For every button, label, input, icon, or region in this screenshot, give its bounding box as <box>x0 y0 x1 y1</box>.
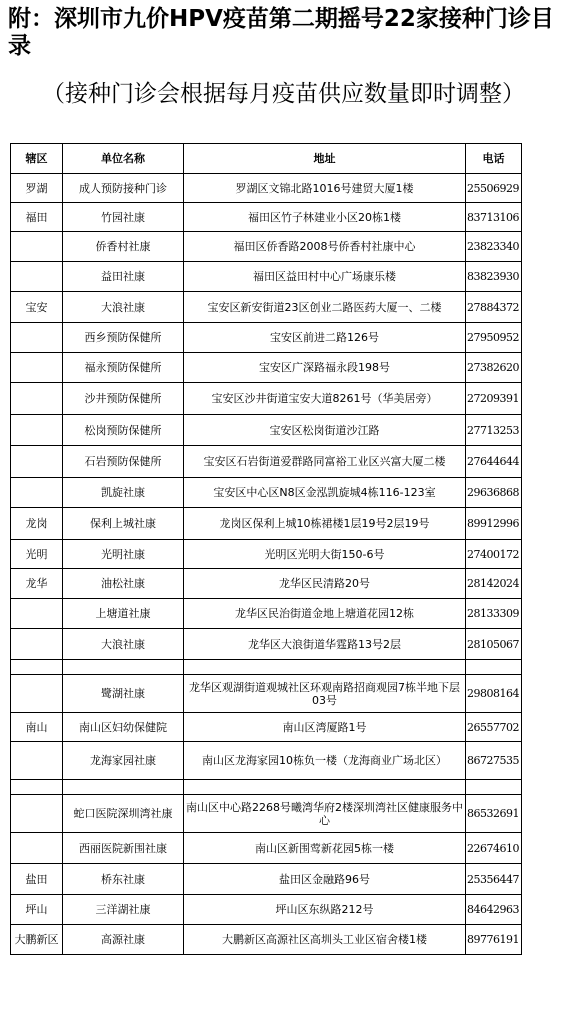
table-row <box>11 780 522 795</box>
phone-cell: 27209391 <box>466 383 522 415</box>
phone-cell: 86727535 <box>466 742 522 780</box>
address-cell: 龙岗区保利上城10栋裙楼1层19号2层19号 <box>184 508 466 540</box>
address-cell <box>184 780 466 795</box>
district-cell <box>11 833 63 864</box>
address-cell: 盐田区金融路96号 <box>184 864 466 895</box>
unit-name-cell: 竹园社康 <box>63 203 184 232</box>
district-cell: 宝安 <box>11 292 63 323</box>
address-cell: 龙华区民清路20号 <box>184 569 466 599</box>
table-header-row <box>11 144 522 174</box>
address-cell: 福田区益田村中心广场康乐楼 <box>184 262 466 292</box>
table-row <box>11 833 522 864</box>
table-row <box>11 569 522 599</box>
phone-cell: 23823340 <box>466 232 522 262</box>
unit-name-cell: 大浪社康 <box>63 629 184 660</box>
phone-cell: 26557702 <box>466 713 522 742</box>
phone-cell: 83823930 <box>466 262 522 292</box>
table-row <box>11 174 522 203</box>
unit-name-cell: 桥东社康 <box>63 864 184 895</box>
district-cell <box>11 629 63 660</box>
table-row <box>11 353 522 383</box>
unit-name-cell: 沙井预防保健所 <box>63 383 184 415</box>
address-cell: 宝安区中心区N8区金泓凯旋城4栋116-123室 <box>184 478 466 508</box>
phone-cell: 27382620 <box>466 353 522 383</box>
table-row <box>11 629 522 660</box>
phone-cell: 83713106 <box>466 203 522 232</box>
unit-name-cell: 南山区妇幼保健院 <box>63 713 184 742</box>
district-cell <box>11 446 63 478</box>
district-cell <box>11 262 63 292</box>
unit-name-cell: 西丽医院新围社康 <box>63 833 184 864</box>
address-cell: 龙华区民治街道金地上塘道花园12栋 <box>184 599 466 629</box>
phone-cell: 84642963 <box>466 895 522 925</box>
phone-cell: 27884372 <box>466 292 522 323</box>
unit-name-cell: 三洋湖社康 <box>63 895 184 925</box>
address-cell: 龙华区观湖街道观城社区环观南路招商观园7栋半地下层03号 <box>184 675 466 713</box>
phone-cell: 27950952 <box>466 323 522 353</box>
table-row <box>11 415 522 446</box>
address-cell: 宝安区广深路福永段198号 <box>184 353 466 383</box>
phone-cell: 27713253 <box>466 415 522 446</box>
unit-name-cell: 松岗预防保健所 <box>63 415 184 446</box>
address-cell: 光明区光明大街150-6号 <box>184 540 466 569</box>
phone-cell: 28105067 <box>466 629 522 660</box>
district-cell: 福田 <box>11 203 63 232</box>
phone-cell <box>466 780 522 795</box>
unit-name-cell: 成人预防接种门诊 <box>63 174 184 203</box>
table-row <box>11 895 522 925</box>
table-row <box>11 262 522 292</box>
table-row <box>11 795 522 833</box>
column-header-phone: 电话 <box>466 144 522 174</box>
column-header-district: 辖区 <box>11 144 63 174</box>
district-cell <box>11 383 63 415</box>
phone-cell: 28133309 <box>466 599 522 629</box>
unit-name-cell: 上塘道社康 <box>63 599 184 629</box>
district-cell <box>11 478 63 508</box>
district-cell <box>11 599 63 629</box>
table-row <box>11 713 522 742</box>
address-cell: 宝安区新安街道23区创业二路医药大厦一、二楼 <box>184 292 466 323</box>
district-cell <box>11 353 63 383</box>
adjustment-note-text: （接种门诊会根据每月疫苗供应数量即时调整） <box>42 81 525 107</box>
unit-name-cell <box>63 780 184 795</box>
table-row <box>11 660 522 675</box>
table-row <box>11 323 522 353</box>
unit-name-cell: 益田社康 <box>63 262 184 292</box>
district-cell: 南山 <box>11 713 63 742</box>
unit-name-cell: 龙海家园社康 <box>63 742 184 780</box>
table-row <box>11 599 522 629</box>
address-cell: 龙华区大浪街道华霆路13号2层 <box>184 629 466 660</box>
unit-name-cell: 油松社康 <box>63 569 184 599</box>
phone-cell: 27644644 <box>466 446 522 478</box>
phone-cell: 22674610 <box>466 833 522 864</box>
address-cell: 南山区湾厦路1号 <box>184 713 466 742</box>
phone-cell: 86532691 <box>466 795 522 833</box>
address-cell: 南山区龙海家园10栋负一楼（龙海商业广场北区） <box>184 742 466 780</box>
phone-cell: 25356447 <box>466 864 522 895</box>
district-cell: 光明 <box>11 540 63 569</box>
table-row <box>11 203 522 232</box>
district-cell: 大鹏新区 <box>11 925 63 955</box>
address-cell <box>184 660 466 675</box>
district-cell: 盐田 <box>11 864 63 895</box>
phone-cell: 89912996 <box>466 508 522 540</box>
address-cell: 宝安区沙井街道宝安大道8261号（华美居旁） <box>184 383 466 415</box>
district-cell: 龙华 <box>11 569 63 599</box>
district-cell <box>11 232 63 262</box>
district-cell: 罗湖 <box>11 174 63 203</box>
column-header-unit: 单位名称 <box>63 144 184 174</box>
phone-cell: 25506929 <box>466 174 522 203</box>
table-row <box>11 540 522 569</box>
table-row <box>11 232 522 262</box>
address-cell: 罗湖区文锦北路1016号建贸大厦1楼 <box>184 174 466 203</box>
table-row <box>11 478 522 508</box>
unit-name-cell <box>63 660 184 675</box>
table-row <box>11 446 522 478</box>
unit-name-cell: 凯旋社康 <box>63 478 184 508</box>
table-row <box>11 742 522 780</box>
unit-name-cell: 光明社康 <box>63 540 184 569</box>
address-cell: 宝安区石岩街道爱群路同富裕工业区兴富大厦二楼 <box>184 446 466 478</box>
district-cell <box>11 675 63 713</box>
phone-cell: 29808164 <box>466 675 522 713</box>
unit-name-cell: 高源社康 <box>63 925 184 955</box>
unit-name-cell: 西乡预防保健所 <box>63 323 184 353</box>
unit-name-cell: 大浪社康 <box>63 292 184 323</box>
phone-cell: 28142024 <box>466 569 522 599</box>
clinic-rows <box>11 174 522 955</box>
phone-cell <box>466 660 522 675</box>
address-cell: 南山区新围莺新花园5栋一楼 <box>184 833 466 864</box>
district-cell <box>11 795 63 833</box>
table-row <box>11 292 522 323</box>
address-cell: 大鹏新区高源社区高圳头工业区宿舍楼1楼 <box>184 925 466 955</box>
district-cell: 龙岗 <box>11 508 63 540</box>
district-cell <box>11 742 63 780</box>
unit-name-cell: 鹭湖社康 <box>63 675 184 713</box>
unit-name-cell: 蛇口医院深圳湾社康 <box>63 795 184 833</box>
unit-name-cell: 福永预防保健所 <box>63 353 184 383</box>
unit-name-cell: 侨香村社康 <box>63 232 184 262</box>
district-cell <box>11 660 63 675</box>
phone-cell: 27400172 <box>466 540 522 569</box>
district-cell <box>11 323 63 353</box>
district-cell <box>11 780 63 795</box>
address-cell: 福田区侨香路2008号侨香村社康中心 <box>184 232 466 262</box>
address-cell: 宝安区松岗街道沙江路 <box>184 415 466 446</box>
address-cell: 坪山区东纵路212号 <box>184 895 466 925</box>
address-cell: 南山区中心路2268号曦湾华府2楼深圳湾社区健康服务中心 <box>184 795 466 833</box>
address-cell: 宝安区前进二路126号 <box>184 323 466 353</box>
table-row <box>11 925 522 955</box>
district-cell: 坪山 <box>11 895 63 925</box>
table-row <box>11 508 522 540</box>
phone-cell: 89776191 <box>466 925 522 955</box>
unit-name-cell: 保利上城社康 <box>63 508 184 540</box>
district-cell <box>11 415 63 446</box>
table-row <box>11 864 522 895</box>
phone-cell: 29636868 <box>466 478 522 508</box>
adjustment-note <box>8 80 558 108</box>
column-header-address: 地址 <box>184 144 466 174</box>
address-cell: 福田区竹子林建业小区20栋1楼 <box>184 203 466 232</box>
clinic-table <box>10 143 522 955</box>
page-title: 附：深圳市九价HPV疫苗第二期摇号22家接种门诊目录 <box>8 6 554 59</box>
table-row <box>11 383 522 415</box>
table-row <box>11 675 522 713</box>
unit-name-cell: 石岩预防保健所 <box>63 446 184 478</box>
